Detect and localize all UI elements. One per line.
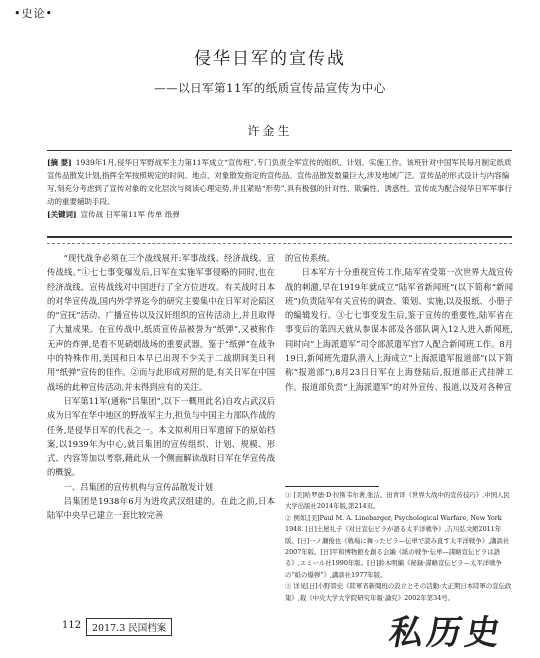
body-paragraph-continued: 的宣传系统。: [285, 253, 335, 263]
abstract-label: [摘 要]: [47, 158, 72, 167]
page-number: 112: [62, 620, 82, 631]
abstract-text: 1939年1月,侵华日军野战军主力第11军成立“宣传班”,专门负责全军宣传的组织、计划、实施工作。该班针对中国军民每月制定纸质宣传品散发计划,指挥全军按照规定的时间、地点、对象散发指定的宣传品。宣传品散发数量巨大,涉及地域广泛。宣传品的形式设计与内容编写,刻充分考虑到了宣传对象的文化层次与阅读心理定势,并且紧贴“形势”,具有极强的针对性、欺骗性、诱惑性。宣传成为配合侵华日军军事行动的重要辅助手段。: [47, 158, 512, 206]
section-label: •史论•: [14, 7, 53, 20]
body-paragraph: 吕集团是1938年6月为进攻武汉组建的。在此之前,日本陆军中央早已建立一套比较完善: [47, 496, 275, 521]
footnote: ③ 详见[日]小野晋史《陸軍省新聞班の設立とその活動:大正期日本陸軍の宣伝政策》,载《中央大学大学院研究年報·論究》2002年第34号。: [285, 582, 512, 602]
body-paragraph: “现代战争必须在三个战线展开:军事战线、经济战线、宣传战线。”①七七事变爆发后,日军在实施军事侵略的同时,也在经济战线、宣传战线对中国进行了全方位进攻。有关战时日本的对华宣传战,国内外学界迄今的研究主要集中在日军对沦陷区的“宣抚”活动、广播宣传以及汉奸组织的宣传活动上,并且取得了大量成果。在宣传战中,纸质宣传品被誉为“纸弹”,又被称作无声的炸弹,是看不见硝烟战场的重要武器。鉴于“纸弹”在战争中的特殊作用,美国和日本早已出现不少关于二战期间美日利用“纸弹”宣传的佳作。②而与此形成对照的是,有关日军在中国战场的此种宣传活动,并未得到应有的关注。: [47, 253, 275, 392]
section-heading: 一、吕集团的宣传机构与宣传品散发计划: [63, 481, 213, 492]
abstract-divider: [47, 243, 512, 244]
body-column-right: [285, 251, 513, 487]
article-author: 许金生: [247, 124, 293, 138]
abstract-block: [47, 150, 512, 238]
body-column-left: [47, 251, 275, 619]
footnote: ② 例如,[美]Paul M. A. Linebarger, Psychological Warfare, New York 1948. [日]土屋礼子《对日宣伝ビラが語る太平洋戦争》,吉川弘文館2011年版。[日]一ノ瀬俊也《戦場に舞ったビラ—伝単で読み直す太平洋戦争》,講談社2007年版。[日]平和博物館を創る会編《紙の戦争·伝単—謀略宣伝ビラは語る》,エミール社1990年版。[日]鈴木明編《秘録·謀略宣伝ビラ—太平洋戦争の“紙の爆弾”》,講談社1977年版。: [285, 513, 510, 579]
body-paragraph: 日本军方十分重视宣传工作,陆军省受第一次世界大战宣传战的刺激,早在1919年就成立“陆军省新闻班”(以下简称“新闻班”)负责陆军有关宣传的调查、策划、实施,以及报纸、小册子的编辑发行。③七七事变发生后,鉴于宣传的重要性,陆军省在事变后的第四天就从参谋本部及各部队调入12人进入新闻班,同时向“上海派遣军”司令部派遣军官7人配合新闻班工作。8月19日,新闻班先遣队潜入上海成立“上海派遣军报道部”(以下简称“报道部”),8月23日日军在上海登陆后,报道部正式挂牌工作。报道部负责“上海派遣军”的对外宣传、报道,以及对各种宣: [285, 267, 513, 392]
keywords-text: 宣传战 日军第11军 传单 纸弹: [80, 210, 180, 219]
footnotes: [285, 490, 513, 610]
journal-info: 2017.3 民国档案: [86, 618, 172, 636]
article-subtitle: ——以日军第11军的纸质宣传品宣传为中心: [154, 81, 386, 95]
footnote-divider: [285, 486, 379, 487]
body-paragraph: 日军第11军(通称“吕集团”,以下一概用此名)自攻占武汉后成为日军在华中地区的野战军主力,担负与中国主力部队作战的任务,是侵华日军的代表之一。本文拟利用日军遗留下的原始档案,以1939年为中心,就吕集团的宣传组织、计划、规模、形式、内容等加以考察,藉此从一个侧面解读战时日军在华宣传战的概貌。: [47, 395, 275, 478]
site-watermark: 私历史: [385, 613, 507, 653]
abstract-paragraph: [47, 156, 512, 208]
keywords-label: [关键词]: [47, 210, 77, 219]
footnote: ① [美]哈罗德·D·拉斯韦尔著,张洁、田青译《世界大战中的宣传技巧》,中国人民大学出版社2014年版,第214页。: [285, 491, 510, 511]
article-title: 侵华日军的宣传战: [194, 49, 346, 69]
keywords-line: [47, 208, 512, 221]
